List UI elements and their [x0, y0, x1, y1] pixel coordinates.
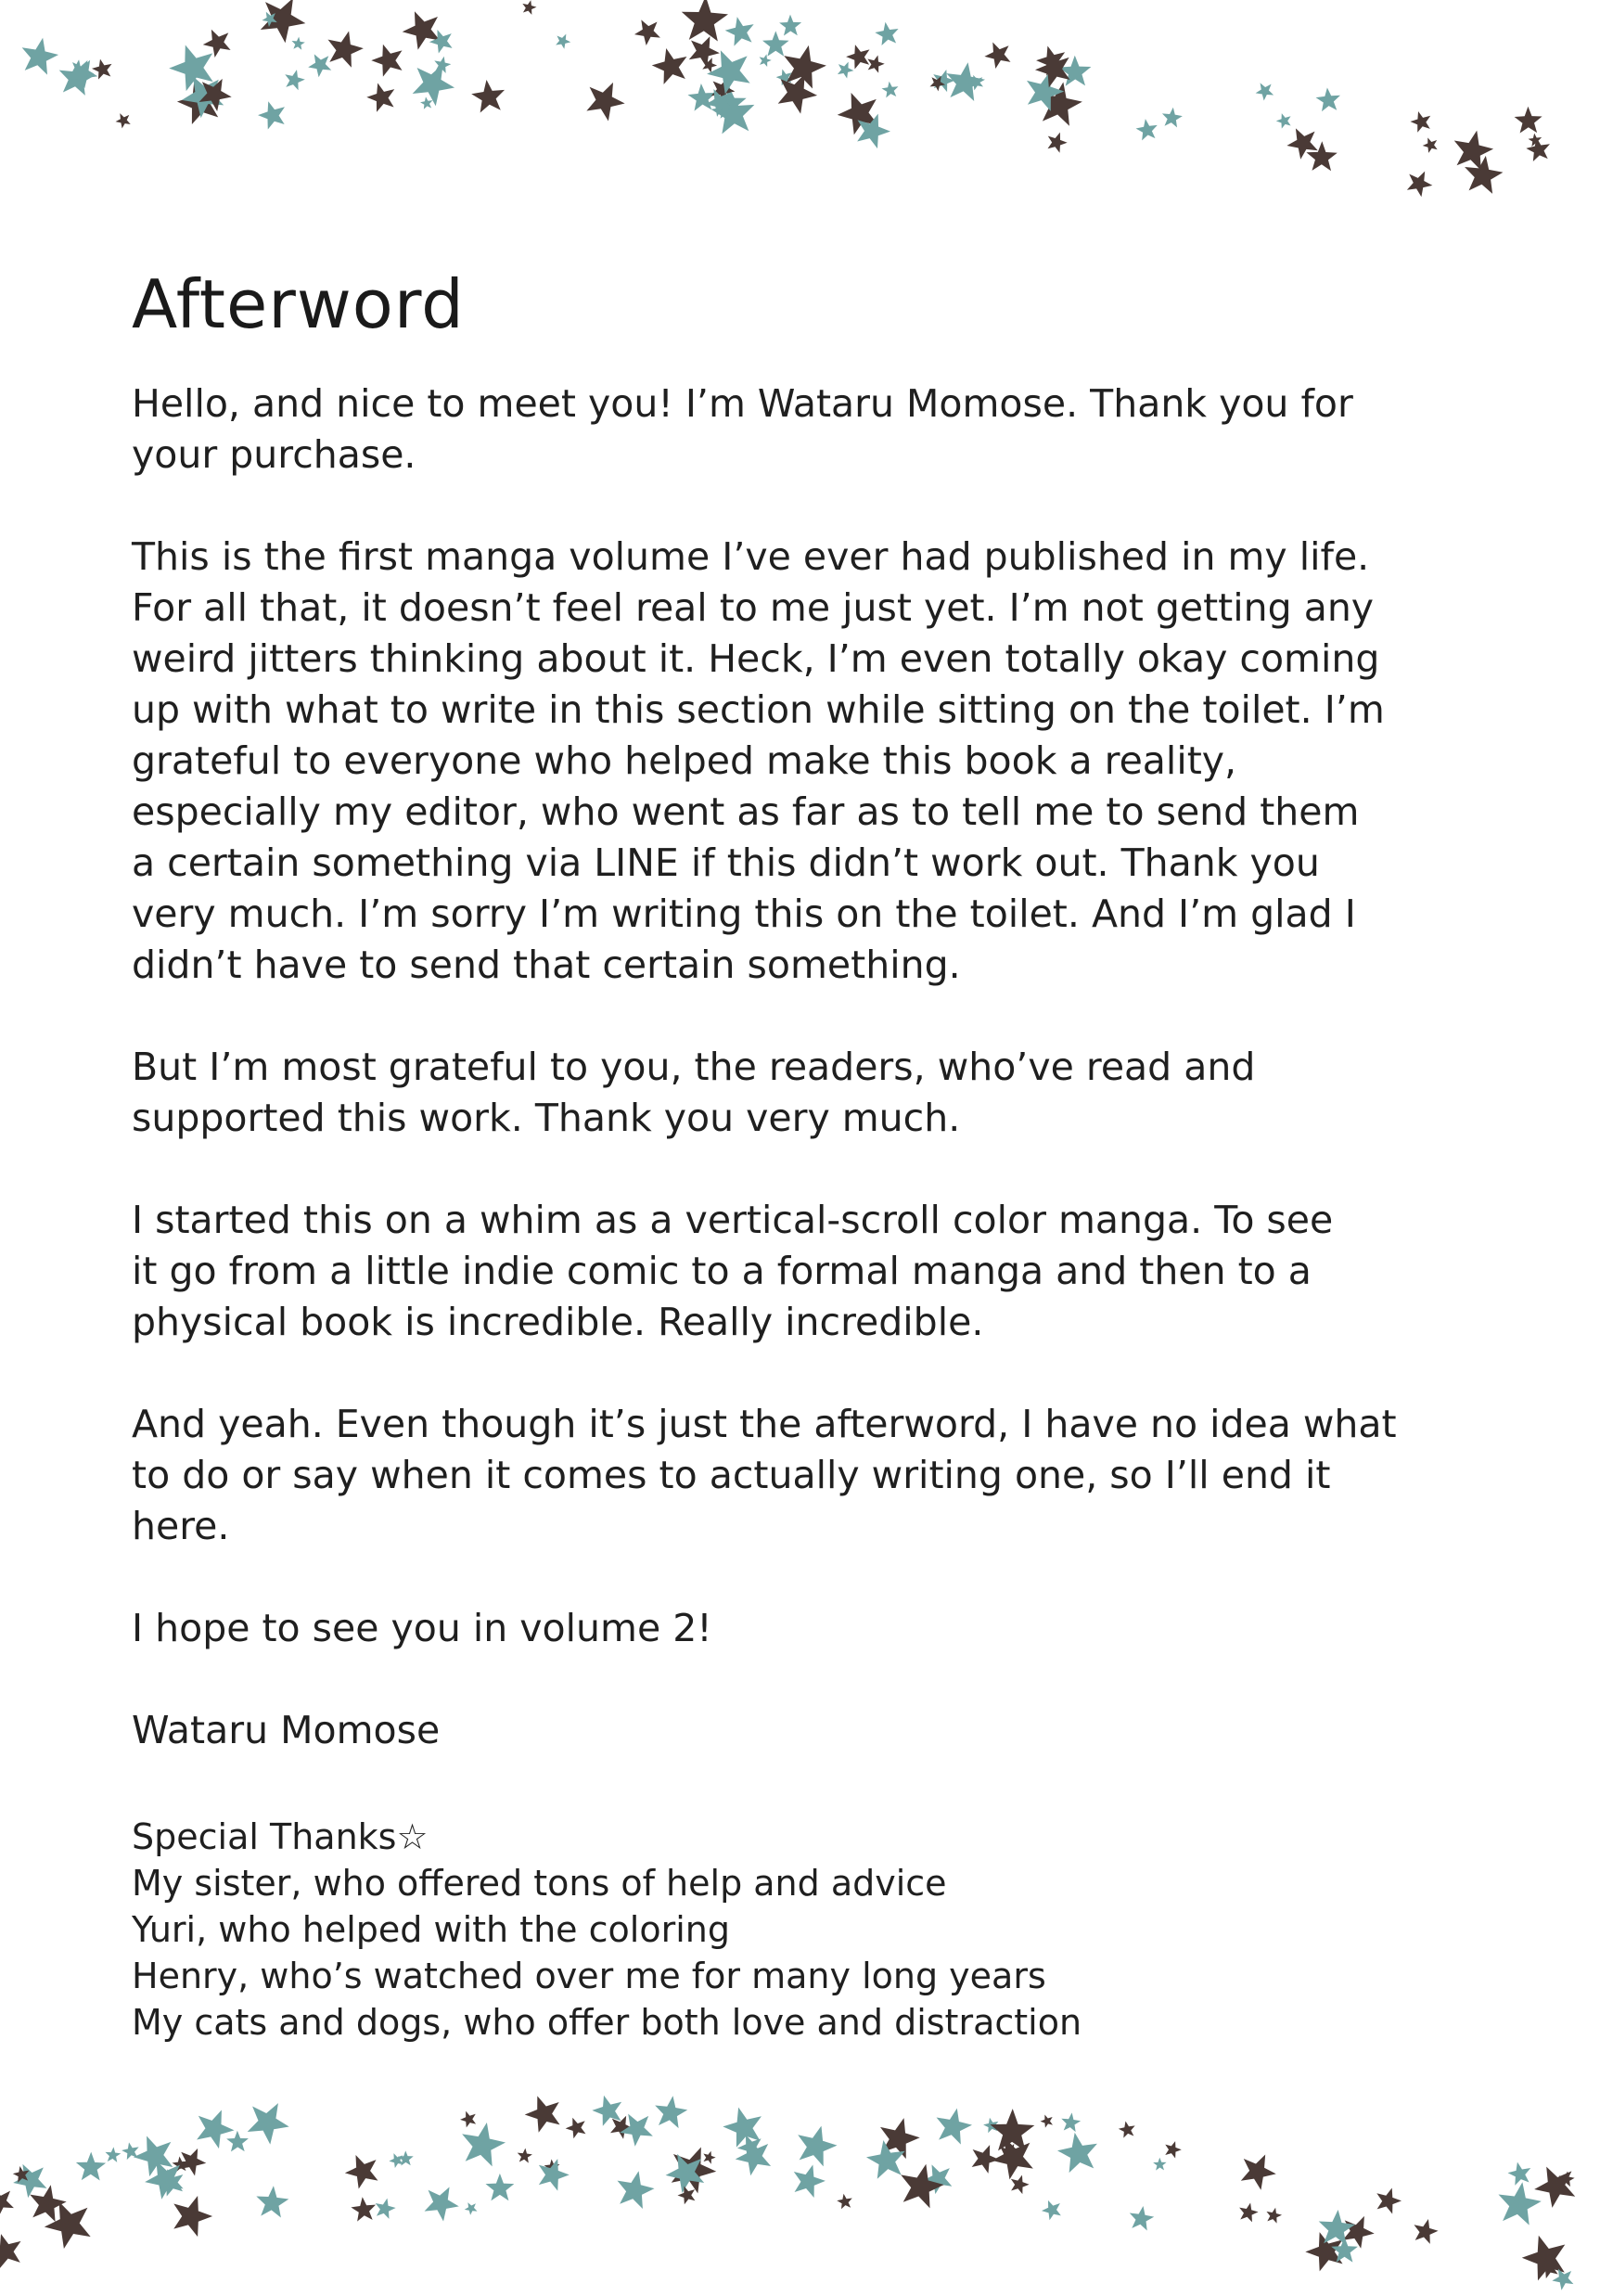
thanks-item: Henry, who’s watched over me for many long years	[132, 1956, 1046, 1996]
star-icon	[364, 79, 399, 113]
star-icon	[1421, 135, 1440, 154]
star-icon	[553, 31, 572, 50]
star-icon	[291, 36, 306, 50]
star-icon	[580, 74, 631, 124]
star-icon	[520, 2090, 567, 2136]
star-icon	[190, 2103, 240, 2151]
star-icon	[198, 23, 236, 59]
star-icon	[226, 2130, 249, 2151]
star-icon	[1236, 2200, 1260, 2223]
star-icon	[105, 2147, 122, 2163]
star-icon	[719, 2102, 767, 2149]
star-icon	[1235, 2147, 1281, 2193]
star-icon	[418, 2179, 465, 2225]
star-icon	[166, 2189, 217, 2238]
star-icon	[1506, 2160, 1534, 2187]
star-icon	[1153, 2158, 1167, 2171]
star-icon	[486, 2174, 515, 2200]
special-thanks	[132, 1814, 1412, 2046]
star-icon	[779, 14, 801, 35]
star-icon	[652, 2094, 689, 2129]
star-icon	[533, 2154, 573, 2193]
star-icon	[520, 0, 538, 16]
star-icon	[340, 2148, 384, 2191]
paragraph-closing: And yeah. Even though it’s just the afterword, I have no idea what to do or say when it comes to actually writing one, so I’ll end it here.	[132, 1402, 1397, 1548]
paragraph-greeting: Hello, and nice to meet you! I’m Wataru Momose. Thank you for your purchase.	[132, 381, 1353, 477]
star-icon	[1315, 86, 1342, 111]
thanks-item: My sister, who offered tons of help and advice	[132, 1863, 947, 1904]
star-icon	[240, 2093, 297, 2148]
star-icon	[367, 39, 407, 78]
star-icon	[1252, 78, 1276, 102]
star-icon	[881, 81, 900, 98]
star-icon	[1118, 2120, 1137, 2139]
star-icon	[1055, 2129, 1101, 2174]
star-icon	[613, 2167, 658, 2211]
author-signature: Wataru Momose	[132, 1708, 441, 1752]
star-icon	[1039, 2197, 1065, 2222]
star-icon	[980, 37, 1015, 71]
star-icon	[701, 2149, 717, 2165]
star-icon	[1127, 2204, 1155, 2231]
star-icon	[405, 54, 462, 109]
paragraph-origin: I started this on a whim as a vertical-scroll color manga. To see it go from a little indie comic to a formal manga and then to a physical book is incredible. Really incredible.	[132, 1198, 1334, 1344]
star-border-top	[0, 0, 1600, 213]
star-icon	[373, 2196, 398, 2220]
star-icon	[630, 14, 665, 48]
star-icon	[932, 2105, 975, 2147]
star-icon	[1449, 126, 1496, 172]
star-icon	[457, 2118, 509, 2168]
star-icon	[1373, 2184, 1404, 2215]
star-icon	[253, 0, 314, 47]
star-icon	[1402, 166, 1437, 199]
star-icon	[723, 14, 757, 47]
thanks-item: My cats and dogs, who offer both love and distraction	[132, 2002, 1082, 2043]
thanks-item: Yuri, who helped with the coloring	[132, 1909, 730, 1950]
star-icon	[470, 78, 507, 113]
star-icon	[113, 109, 134, 129]
paragraph-readers: But I’m most grateful to you, the readers, who’ve read and supported this work. Thank you very much.	[132, 1045, 1256, 1140]
star-icon	[836, 2192, 853, 2209]
star-icon	[1134, 117, 1159, 141]
star-icon	[1264, 2206, 1283, 2225]
special-thanks-heading: Special Thanks☆	[132, 1816, 429, 1857]
paragraph-first-volume: This is the first manga volume I’ve ever had published in my life. For all that, it doesn’t feel real to me just yet. I’m not getting any weird jitters thinking about it. Heck, I’m even totally okay coming up with what to write in this section while sitting on the toilet. I’m grateful to everyone who helped make this book a reality, especially my editor, who went as far as to tell me to send them a certain something via LINE if this didn’t work out. Thank you very much. I’m sorry I’m writing this on the toilet. And I’m glad I didn’t have to send that certain something.	[132, 534, 1385, 987]
star-icon	[835, 58, 856, 80]
star-icon	[1514, 107, 1542, 134]
star-icon	[255, 2185, 290, 2218]
star-icon	[1160, 106, 1183, 127]
star-icon	[1060, 2111, 1082, 2133]
star-icon	[1274, 111, 1294, 130]
star-icon	[895, 2159, 948, 2210]
star-icon	[1044, 129, 1070, 154]
star-icon	[0, 2229, 27, 2270]
star-icon	[462, 2200, 480, 2216]
star-icon	[255, 97, 289, 131]
star-border-bottom	[0, 2064, 1600, 2296]
star-icon	[687, 83, 717, 111]
star-icon	[1039, 2112, 1056, 2128]
star-icon	[684, 30, 724, 70]
afterword-page	[132, 258, 1412, 2046]
page-title: Afterword	[132, 265, 465, 343]
star-icon	[1408, 109, 1434, 134]
star-icon	[282, 67, 307, 91]
paragraph-volume-2: I hope to see you in volume 2!	[132, 1606, 712, 1650]
star-icon	[304, 48, 336, 79]
star-icon	[758, 53, 774, 68]
star-icon	[563, 2114, 590, 2140]
star-icon	[0, 2182, 19, 2220]
star-icon	[350, 2196, 377, 2222]
star-icon	[18, 34, 61, 76]
star-icon	[788, 2161, 828, 2200]
star-icon	[648, 44, 692, 85]
star-icon	[792, 2121, 841, 2169]
star-icon	[517, 2148, 533, 2163]
star-icon	[1494, 2179, 1543, 2226]
star-icon	[680, 0, 729, 42]
star-icon	[1162, 2138, 1184, 2159]
star-icon	[874, 20, 901, 46]
star-icon	[458, 2109, 480, 2129]
star-icon	[1411, 2216, 1440, 2245]
star-icon	[323, 27, 366, 70]
star-icon	[76, 2151, 107, 2180]
